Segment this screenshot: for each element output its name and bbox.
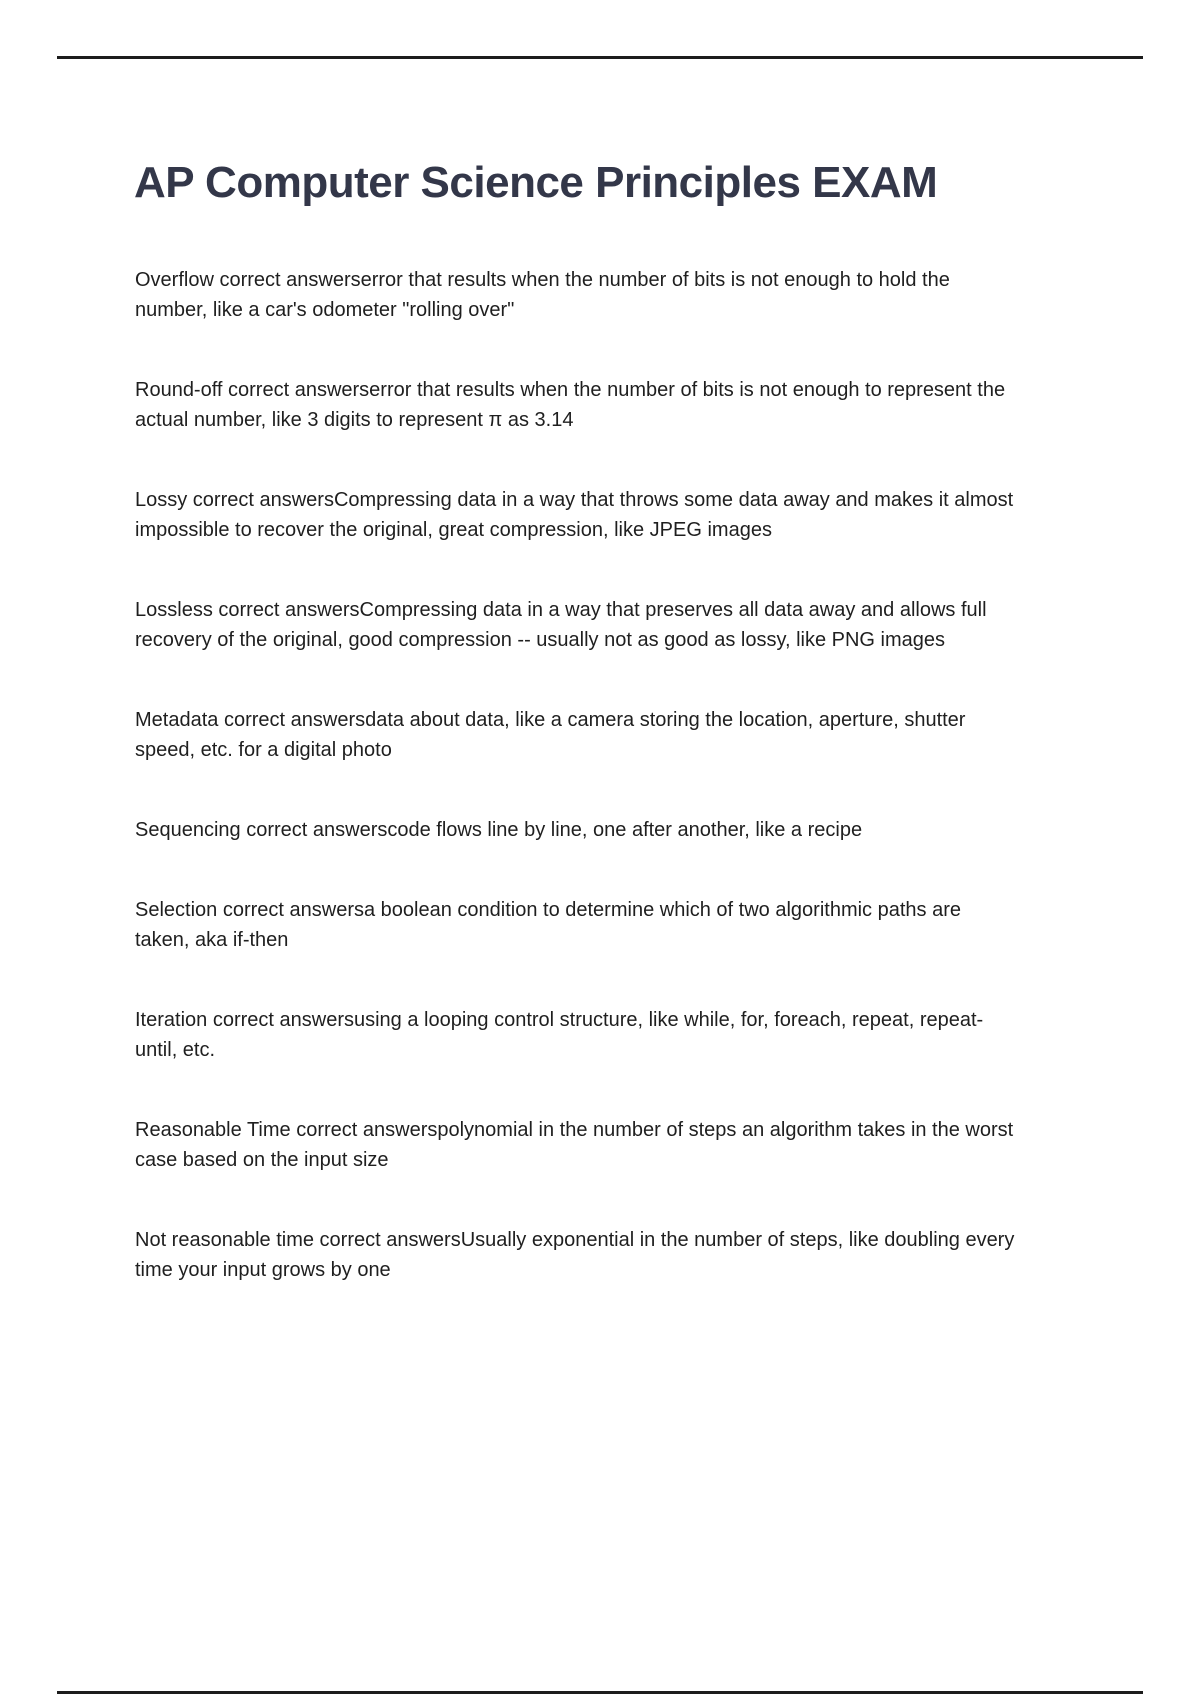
- qa-item-reasonable-time: Reasonable Time correct answerspolynomial in the number of steps an algorithm takes in the worst case based on the input size: [135, 1119, 1014, 1171]
- qa-item-metadata: Metadata correct answersdata about data, like a camera storing the location, aperture, shutter speed, etc. for a digital photo: [135, 709, 966, 761]
- qa-list: [135, 265, 1015, 1335]
- qa-item-lossless: Lossless correct answersCompressing data in a way that preserves all data away and allows full recovery of the original, good compression -- usually not as good as lossy, like PNG images: [135, 599, 987, 651]
- qa-item-lossy: Lossy correct answersCompressing data in a way that throws some data away and makes it almost impossible to recover the original, great compression, like JPEG images: [135, 489, 1014, 541]
- qa-item-sequencing: Sequencing correct answerscode flows line by line, one after another, like a recipe: [135, 819, 863, 841]
- qa-item-selection: Selection correct answersa boolean condition to determine which of two algorithmic paths are taken, aka if-then: [135, 899, 961, 951]
- qa-item-round-off: Round-off correct answerserror that results when the number of bits is not enough to represent the actual number, like 3 digits to represent π as 3.14: [135, 379, 1006, 431]
- page-title: AP Computer Science Principles EXAM: [134, 158, 938, 208]
- top-rule: [57, 56, 1143, 59]
- qa-item-not-reasonable-time: Not reasonable time correct answersUsually exponential in the number of steps, like doubling every time your input grows by one: [135, 1229, 1015, 1281]
- qa-item-iteration: Iteration correct answersusing a looping control structure, like while, for, foreach, repeat, repeat-until, etc.: [135, 1009, 984, 1061]
- qa-item-overflow: Overflow correct answerserror that results when the number of bits is not enough to hold the number, like a car's odometer "rolling over": [135, 269, 950, 321]
- bottom-rule: [57, 1691, 1143, 1694]
